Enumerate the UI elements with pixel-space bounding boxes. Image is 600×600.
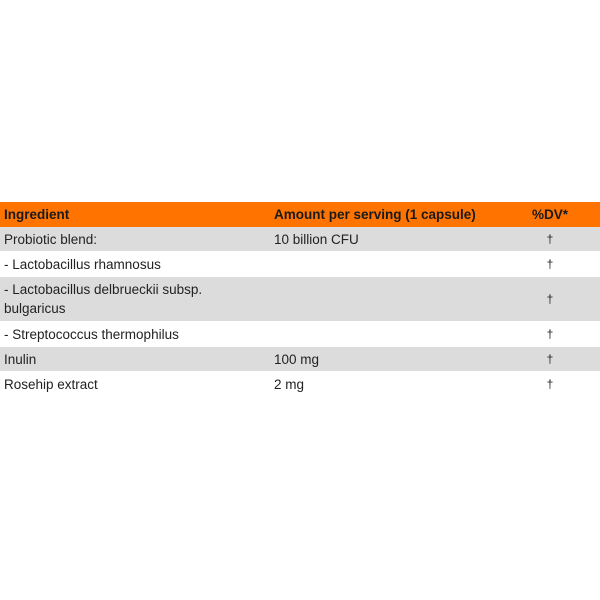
amount-cell (270, 252, 500, 277)
ingredient-cell: Rosehip extract (4, 376, 98, 392)
header-dv: %DV* (531, 207, 568, 222)
ingredient-cell: - Streptococcus thermophilus (4, 326, 179, 342)
dv-cell: † (546, 231, 554, 246)
table-header-row (0, 202, 600, 227)
header-amount: Amount per serving (1 capsule) (274, 207, 476, 222)
table-row (0, 347, 600, 372)
ingredient-cell: - Lactobacillus rhamnosus (4, 256, 161, 272)
header-ingredient: Ingredient (4, 207, 70, 222)
ingredient-cell: Probiotic blend: (4, 231, 98, 247)
table-row (0, 252, 600, 277)
amount-cell (270, 277, 500, 322)
amount-cell (270, 322, 500, 347)
ingredient-cell: Inulin (4, 351, 37, 367)
amount-cell: 100 mg (274, 351, 320, 367)
dv-cell: † (546, 291, 554, 306)
ingredient-cell: - Lactobacillus delbrueckii subsp. bulgaricus (4, 282, 203, 316)
table-row (0, 277, 600, 322)
table-row (0, 372, 600, 397)
dv-cell: † (546, 326, 554, 341)
table-row (0, 322, 600, 347)
dv-cell: † (546, 376, 554, 391)
dv-cell: † (546, 351, 554, 366)
supplement-facts-table (0, 202, 600, 397)
dv-cell: † (546, 256, 554, 271)
amount-cell: 2 mg (274, 376, 305, 392)
amount-cell: 10 billion CFU (274, 231, 359, 247)
table-row (0, 227, 600, 252)
